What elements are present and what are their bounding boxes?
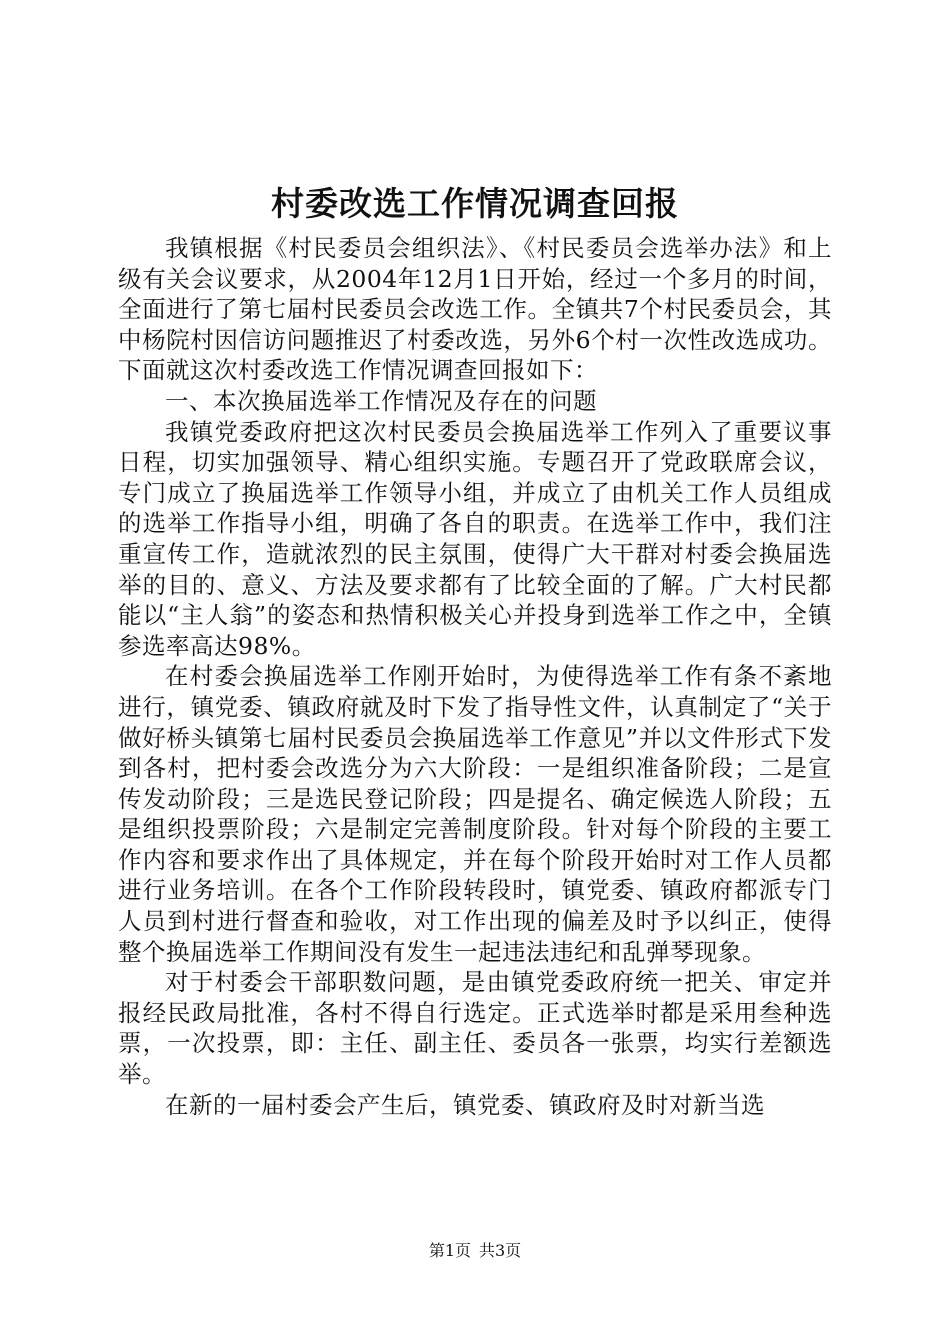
page-total: 共3页 xyxy=(479,1241,522,1260)
page-number: 第1页 xyxy=(428,1241,471,1260)
page-footer xyxy=(0,1240,950,1262)
paragraph-new-committee: 在新的一届村委会产生后，镇党委、镇政府及时对新当选 xyxy=(165,1090,765,1119)
paragraph-cadre-numbers: 对于村委会干部职数问题，是由镇党委政府统一把关、审定并报经民政局批准，各村不得自行选定。正式选举时都是采用叁种选票，一次投票，即：主任、副主任、委员各一张票，均实行差额选举。 xyxy=(118,968,832,1089)
section-heading: 一、本次换届选举工作情况及存在的问题 xyxy=(165,386,597,415)
paragraph-stages: 在村委会换届选举工作刚开始时，为使得选举工作有条不紊地进行，镇党委、镇政府就及时下发了指导性文件，认真制定了“关于做好桥头镇第七届村民委员会换届选举工作意见”并以文件形式下发到各村，把村委会改选分为六大阶段：一是组织准备阶段；二是宣传发动阶段；三是选民登记阶段；四是提名、确定候选人阶段；五是组织投票阶段；六是制定完善制度阶段。针对每个阶段的主要工作内容和要求作出了具体规定，并在每个阶段开始时对工作人员都进行业务培训。在各个工作阶段转段时，镇党委、镇政府都派专门人员到村进行督查和验收，对工作出现的偏差及时予以纠正，使得整个换届选举工作期间没有发生一起违法违纪和乱弹琴现象。 xyxy=(118,662,832,966)
paragraph-leadership: 我镇党委政府把这次村民委员会换届选举工作列入了重要议事日程，切实加强领导、精心组织实施。专题召开了党政联席会议，专门成立了换届选举工作领导小组，并成立了由机关工作人员组成的选举工作指导小组，明确了各自的职责。在选举工作中，我们注重宣传工作，造就浓烈的民主氛围，使得广大干群对村委会换届选举的目的、意义、方法及要求都有了比较全面的了解。广大村民都能以“主人翁”的姿态和热情积极关心并投身到选举工作之中，全镇参选率高达98%。 xyxy=(118,417,832,660)
document-body xyxy=(118,233,832,1120)
paragraph-intro: 我镇根据《村民委员会组织法》、《村民委员会选举办法》和上级有关会议要求，从2004年12月1日开始，经过一个多月的时间，全面进行了第七届村民委员会改选工作。全镇共7个村民委员会，其中杨院村因信访问题推迟了村委改选，另外6个村一次性改选成功。下面就这次村委改选工作情况调查回报如下： xyxy=(118,234,832,385)
document-title: 村委改选工作情况调查回报 xyxy=(271,184,679,223)
